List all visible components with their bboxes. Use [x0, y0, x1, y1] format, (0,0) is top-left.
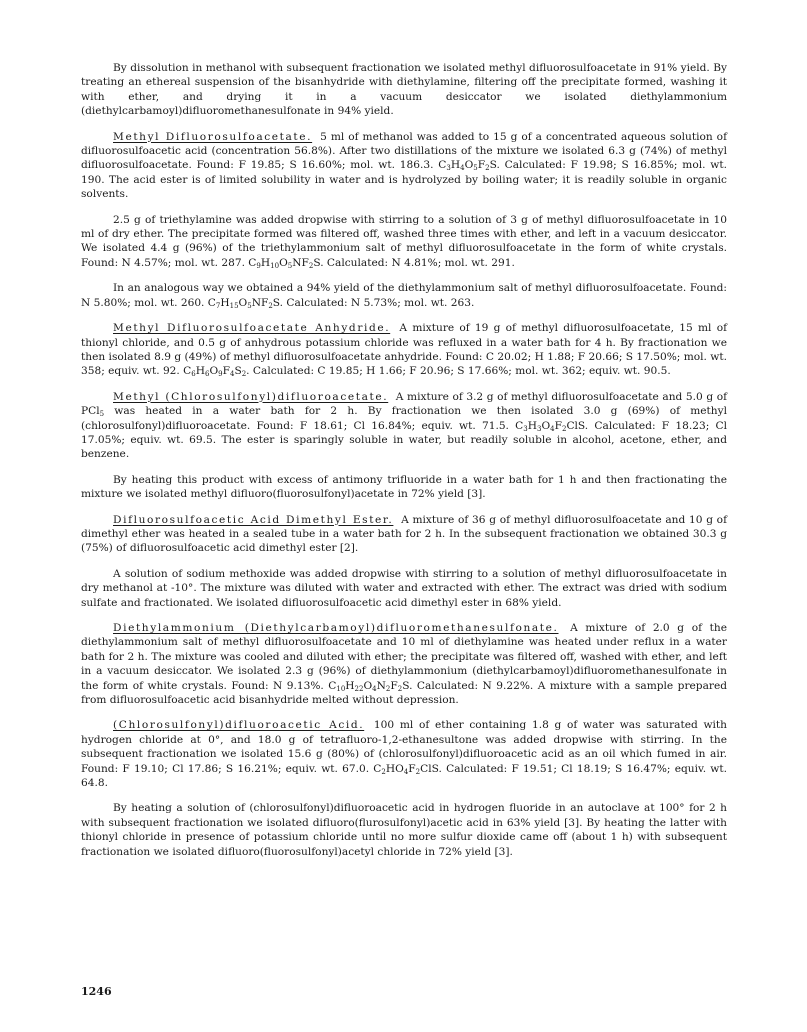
subscript: 2 — [561, 424, 567, 433]
paragraph — [81, 281, 727, 310]
subscript: 9 — [218, 370, 223, 379]
subscript: 22 — [354, 684, 364, 693]
subscript: 2 — [415, 767, 421, 776]
text-run: A mixture of 36 g of methyl difluorosulfoacetate and 10 g of dimethyl ether was heated in a sealed tube in a water bath for 2 h. In the subsequent fractionation we obtained 30.3 g (75%) of difluorosulfoacetic acid dimethyl ester [2]. — [81, 513, 727, 555]
subscript: 2 — [397, 684, 403, 693]
text-run: H — [220, 296, 230, 309]
paragraph — [81, 61, 727, 119]
section-heading: Methyl Difluorosulfoacetate Anhydride. — [113, 322, 391, 335]
text-run: . Calculated: C 19.85; H 1.66; F 20.96; S 17.66%; mol. wt. 362; equiv. wt. 90.5. — [246, 365, 671, 378]
text-run: HO — [385, 762, 404, 775]
text-run: A solution of sodium methoxide was added dropwise with stirring to a solution of methyl difluorosulfoacetate in dry methanol at -10°. The mixture was diluted with water and extracted with ether. The extract was dried with sodium sulfate and fractionated. We isolated difluorosulfoacetic acid dimethyl ester in 68% yield. — [81, 567, 727, 609]
subscript: 5 — [247, 301, 252, 310]
text-run: H — [527, 419, 537, 432]
text-run: 2.5 g of triethylamine was added dropwise with stirring to a solution of 3 g of methyl difluorosulfoacetate in 10 ml of dry ether. The precipitate formed was filtered off, washed three times with ether, and left in a vacuum desiccator. We isolated 4.4 g (96%) of the triethylammonium salt of methyl difluorosulfoacetate in the form of white crystals. Found: N 4.57%; mol. wt. 287. C — [81, 213, 727, 269]
text-run: was heated in a water bath for 2 h. By fractionation we then isolated 3.0 g (69%) of methyl (chlorosulfonyl)difluoroacetate. Found: F 18.61; Cl 16.84%; equiv. wt. 71.5. C — [81, 405, 727, 432]
text-run: By dissolution in methanol with subsequent fractionation we isolated methyl difluorosulfoacetate in 91% yield. By treating an ethereal suspension of the bisanhydride with diethylamine, filtering off the precipitate formed, washing it with ether, and drying it in a vacuum desiccator we isolated diethylammonium (diethylcarbamoyl)difluoromethanesulfonate in 94% yield. — [81, 62, 727, 118]
text-run: H — [345, 679, 355, 692]
text-run: 5 ml of methanol was added to 15 g of a concentrated aqueous solution of difluorosulfoacetic acid (concentration 56.8%). After two distillations of the mixture we isolated 6.3 g (74%) of methyl difluorosulfoacetate. Found: F 19.85; S 16.60%; mol. wt. 186.3. C — [81, 130, 727, 172]
section-heading: Diethylammonium (Diethylcarbamoyl)difluoromethanesulfonate. — [113, 622, 559, 634]
subscript: 4 — [403, 767, 409, 776]
subscript: 5 — [99, 410, 105, 419]
text-run: H — [195, 365, 205, 378]
section-heading: Difluorosulfoacetic Acid Dimethyl Ester. — [113, 513, 394, 526]
subscript: 10 — [336, 684, 346, 693]
subscript: 2 — [381, 767, 386, 776]
text-run: F — [408, 762, 416, 775]
text-run: O — [279, 256, 288, 269]
paragraph — [81, 390, 727, 462]
text-run: S — [234, 365, 242, 378]
text-run: F — [390, 679, 398, 692]
text-run: O — [464, 159, 474, 172]
subscript: 3 — [536, 424, 542, 433]
text-run: NF — [292, 256, 309, 269]
text-run: 100 ml of ether containing 1.8 g of water was saturated with hydrogen chloride at 0°, and 18.0 g of tetrafluoro-1,2-ethanesultone was added dropwise with stirring. In the subsequent fractionation we isolated 15.6 g (80%) of (chlorosulfonyl)difluoroacetic acid as an oil which fumed in air. Found: F 19.10; Cl 17.86; S 16.21%; equiv. wt. 67.0. C — [81, 719, 728, 775]
text-run: S. Calculated: F 19.98; S 16.85%; mol. wt. 190. The acid ester is of limited solubility in water and is hydrolyzed by boiling water; it is readily soluble in organic solvents. — [81, 159, 727, 201]
text-run: A mixture of 19 g of methyl difluorosulfoacetate, 15 ml of thionyl chloride, and 0.5 g of anhydrous potassium chloride was refluxed in a water bath for 4 h. By fractionation we then isolated 8.9 g (49%) of methyl difluorosulfoacetate anhydride. Found: C 20.02; H 1.88; F 20.66; S 17.50%; mol. wt. 358; equiv. wt. 92. C — [81, 322, 727, 378]
text-run: O — [238, 296, 248, 309]
page-number: 1246 — [81, 985, 112, 998]
paragraph — [81, 213, 727, 271]
subscript: 2 — [308, 261, 314, 270]
subscript: 2 — [241, 370, 247, 379]
paragraph — [81, 801, 727, 859]
subscript: 10 — [270, 261, 280, 270]
paragraph — [81, 567, 727, 610]
text-run: S. Calculated: N 9.22%. A mixture with a sample prepared from difluorosulfoacetic acid bisanhydride melted without depression. — [81, 679, 727, 707]
text-run: N — [376, 679, 386, 692]
subscript: 4 — [372, 684, 377, 693]
text-run: In an analogous way we obtained a 94% yield of the diethylammonium salt of methyl difluorosulfoacetate. Found: N 5.80%; mol. wt. 260. C — [81, 282, 727, 309]
subscript: 3 — [446, 164, 451, 173]
section-heading: Methyl (Chlorosulfonyl)difluoroacetate. — [113, 390, 389, 403]
text-run: ClS. Calculated: F 19.51; Cl 18.19; S 16.47%; equiv. wt. 64.8. — [81, 762, 727, 790]
text-run: S. Calculated: N 5.73%; mol. wt. 263. — [272, 296, 475, 309]
text-run: H — [260, 256, 271, 269]
subscript: 4 — [229, 370, 235, 379]
section-heading: (Chlorosulfonyl)difluoroacetic Acid. — [113, 719, 365, 732]
subscript: 6 — [191, 370, 196, 379]
text-run: O — [209, 365, 219, 378]
text-run: A mixture of 2.0 g of the diethylammonium salt of methyl difluorosulfoacetate and 10 ml of diethylamine was heated under reflux in a water bath for 2 h. The mixture was cooled and diluted with ether; the precipitate was filtered off, washed with ether, and left in a vacuum desiccator. We isolated 2.3 g (96%) of diethylammonium (diethylcarbamoyl)difluoromethanesulfonate in the form of white crystals. Found: N 9.13%. C — [81, 622, 728, 692]
text-run: H — [450, 159, 461, 172]
subscript: 15 — [229, 301, 239, 310]
text-run: By heating this product with excess of antimony trifluoride in a water bath for 1 h and then fractionating the mixture we isolated methyl difluoro(fluorosulfonyl)acetate in 72% yield [3]. — [81, 473, 727, 501]
subscript: 5 — [473, 164, 478, 173]
paragraph — [81, 621, 727, 707]
paragraph — [81, 473, 727, 502]
text-run: ClS. Calculated: F 18.23; Cl 17.05%; equiv. wt. 69.5. The ester is sparingly soluble in water, but readily soluble in alcohol, acetone, ether, and benzene. — [81, 419, 727, 461]
text-run: O — [541, 419, 551, 432]
text-run: F — [554, 419, 562, 432]
subscript: 6 — [204, 370, 210, 379]
text-run: S. Calculated: N 4.81%; mol. wt. 291. — [313, 256, 515, 269]
text-run: F — [222, 365, 230, 378]
subscript: 9 — [256, 261, 261, 270]
paragraph — [81, 321, 727, 379]
subscript: 7 — [215, 301, 221, 310]
text-run: O — [363, 679, 373, 692]
subscript: 4 — [550, 424, 555, 433]
subscript: 2 — [485, 164, 490, 173]
subscript: 2 — [268, 301, 273, 310]
body-text — [81, 61, 727, 870]
paragraph — [81, 130, 727, 202]
section-heading: Methyl Difluorosulfoacetate. — [113, 130, 313, 143]
subscript: 3 — [523, 424, 528, 433]
paragraph — [81, 718, 727, 790]
text-run: By heating a solution of (chlorosulfonyl)difluoroacetic acid in hydrogen fluoride in an autoclave at 100° for 2 h with subsequent fractionation we isolated difluoro(flurosulfonyl)acetic acid in 63% yield [3]. By heating the latter with thionyl chloride in presence of potassium chloride until no more sulfur dioxide came off (about 1 h) with subsequent fractionation we isolated difluoro(fluorosulfonyl)acetyl chloride in 72% yield [3]. — [81, 802, 727, 858]
paragraph — [81, 513, 727, 556]
text-run: NF — [251, 296, 269, 309]
text-run: F — [477, 159, 486, 172]
subscript: 5 — [287, 261, 293, 270]
text-run: A mixture of 3.2 g of methyl difluorosulfoacetate and 5.0 g of PCl — [81, 390, 727, 418]
subscript: 2 — [385, 684, 391, 693]
subscript: 4 — [460, 164, 465, 173]
